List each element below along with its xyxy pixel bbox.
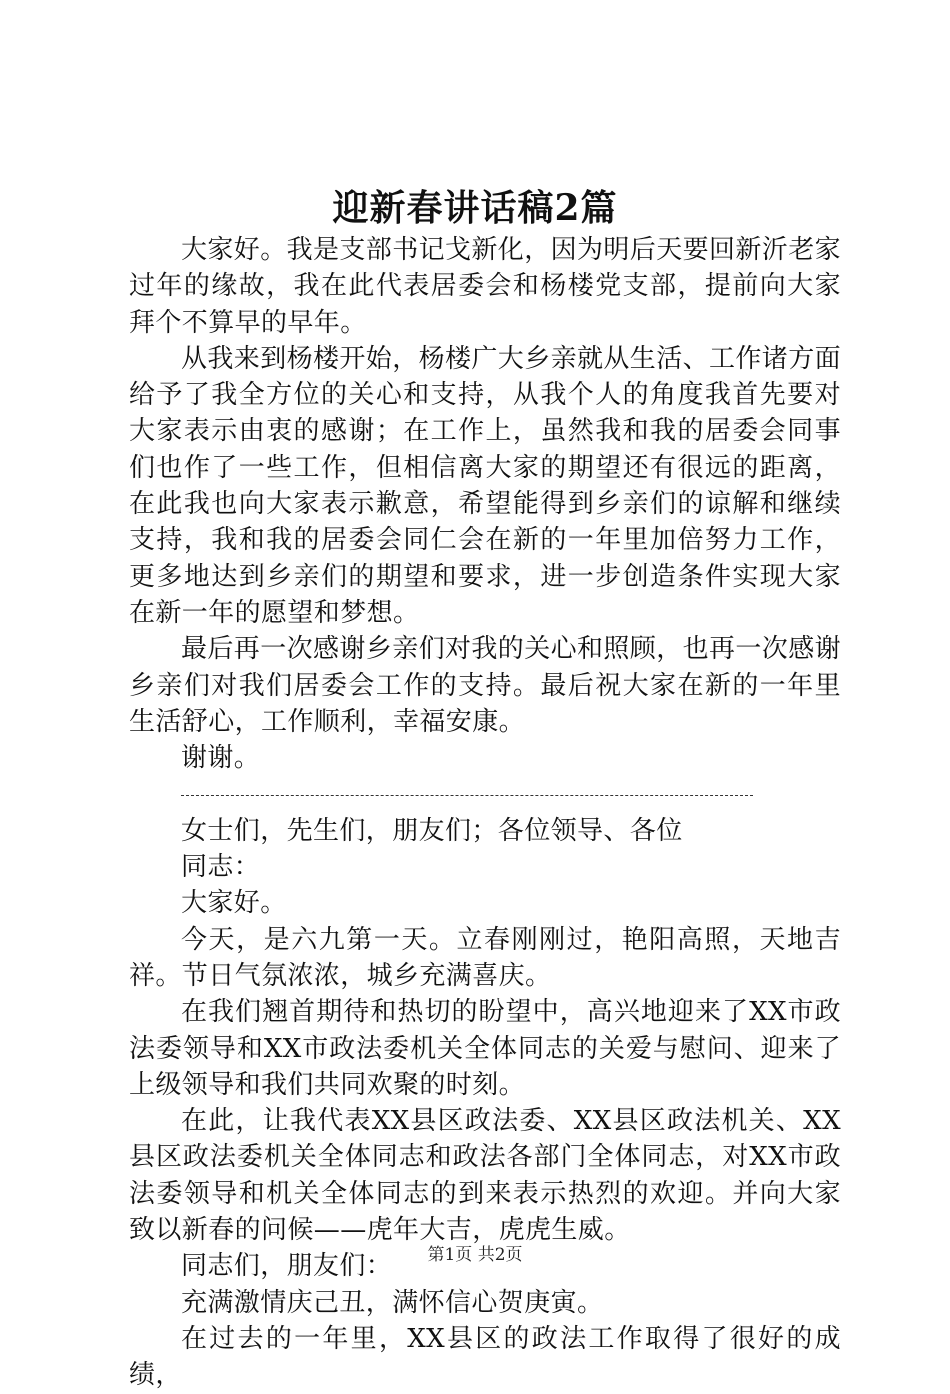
paragraph-thank-you: 谢谢。 xyxy=(181,743,261,774)
page-footer: 第1页 共2页 xyxy=(427,1245,523,1265)
address-line: 同志们，朋友们： xyxy=(181,1251,393,1282)
paragraph-thanks: 从我来到杨楼开始，杨楼广大乡亲就从生活、工作诸方面给予了我全方位的关心和支持，从我个人的角度我首先要对大家表示由衷的感谢；在工作上，虽然我和我的居委会同事们也作了一些工作，但相信离大家的期望还有很远的距离，在此我也向大家表示歉意，希望能得到乡亲们的谅解和继续支持，我和我的居委会同仁会在新的一年里加倍努力工作，更多地达到乡亲们的期望和要求，进一步创造条件实现大家在新一年的愿望和梦想。 xyxy=(129,343,842,628)
paragraph-today: 今天，是六九第一天。立春刚刚过，艳阳高照，天地吉祥。节日气氛浓浓，城乡充满喜庆。 xyxy=(129,924,841,991)
salutation-line: 同志： xyxy=(181,852,261,883)
couplet-line: 充满激情庆己丑，满怀信心贺庚寅。 xyxy=(181,1287,604,1318)
paragraph-representation: 在此，让我代表XX县区政法委、XX县区政法机关、XX县区政法委机关全体同志和政法各部门全体同志，对XX市政法委领导和机关全体同志的到来表示热烈的欢迎。并向大家致以新春的问候——虎年大吉，虎虎生威。 xyxy=(129,1106,841,1246)
paragraph-welcome: 在我们翘首期待和热切的盼望中，高兴地迎来了XX市政法委领导和XX市政法委机关全体同志的关爱与慰问、迎来了上级领导和我们共同欢聚的时刻。 xyxy=(129,997,841,1100)
greeting-line: 大家好。 xyxy=(181,888,287,919)
paragraph-past-year: 在过去的一年里，XX县区的政法工作取得了很好的成绩， xyxy=(129,1323,841,1391)
dashed-line xyxy=(181,795,753,796)
paragraph-greeting: 大家好。我是支部书记戈新化，因为明后天要回新沂老家过年的缘故，我在此代表居委会和杨楼党支部，提前向大家拜个不算早的早年。 xyxy=(129,235,842,338)
paragraph-closing: 最后再一次感谢乡亲们对我的关心和照顾，也再一次感谢乡亲们对我们居委会工作的支持。最后祝大家在新的一年里生活舒心，工作顺利，幸福安康。 xyxy=(129,634,842,737)
document-title: 迎新春讲话稿2篇 xyxy=(332,187,618,229)
document-body xyxy=(129,232,841,1394)
salutation-line: 女士们，先生们，朋友们；各位领导、各位 xyxy=(181,815,683,846)
section-divider xyxy=(181,776,841,812)
